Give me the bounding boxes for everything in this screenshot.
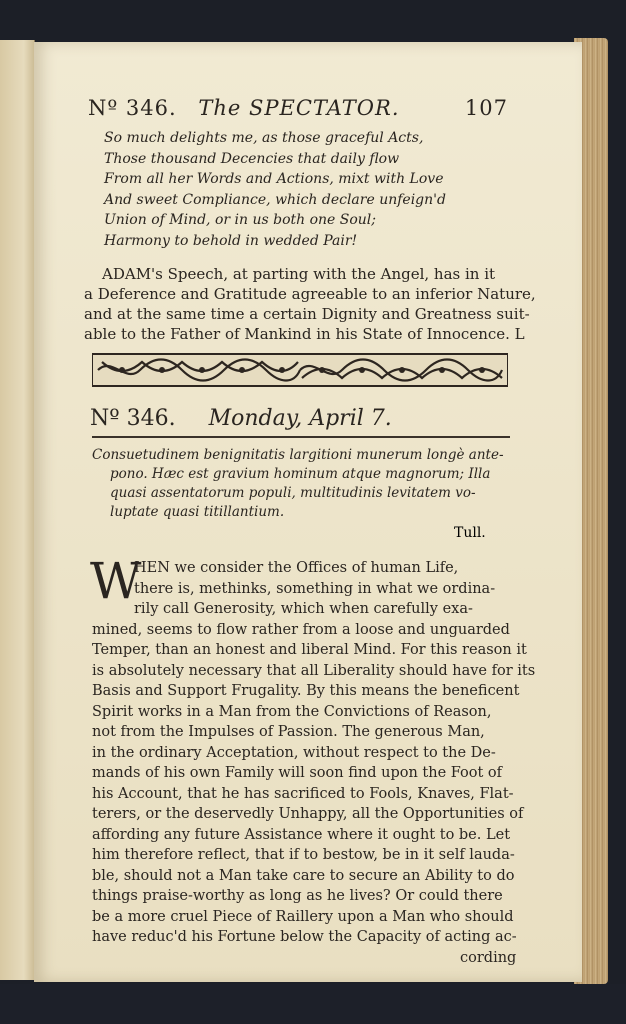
body-line: mands of his own Family will soon find upon the Foot of [92, 765, 503, 781]
paragraph-line: able to the Father of Mankind in his State of Innocence. L [84, 325, 525, 343]
paragraph-line: a Deference and Gratitude agreeable to an inferior Nature, [84, 285, 536, 303]
scan-bottom-margin [0, 984, 626, 1024]
motto-line: pono. Hæc est gravium hominum atque magnorum; Illa [110, 466, 491, 482]
body-line: have reduc'd his Fortune below the Capacity of acting ac- [92, 929, 517, 945]
body-line: Basis and Support Frugality. By this means the beneficent [92, 683, 520, 699]
body-line: ble, should not a Man take care to secure an Ability to do [92, 867, 515, 884]
header-title: The SPECTATOR. [198, 96, 400, 120]
heading-rule [92, 436, 510, 438]
verse-line: So much delights me, as those graceful Acts, [104, 130, 424, 146]
verse-line: From all her Words and Actions, mixt with Love [104, 171, 444, 187]
verse-line: Union of Mind, or in us both one Soul; [104, 212, 377, 228]
issue-heading [90, 406, 510, 431]
body-line: Spirit works in a Man from the Convictions of Reason, [92, 703, 492, 720]
header-number: Nº 346. [88, 96, 177, 120]
verse-line: And sweet Compliance, which declare unfeign'd [104, 191, 446, 208]
motto-line: Consuetudinem benignitatis largitioni munerum longè ante- [92, 447, 504, 463]
body-line: HEN we consider the Offices of human Life, [134, 560, 459, 576]
paragraph-line: and at the same time a certain Dignity and Greatness suit- [84, 305, 530, 323]
facing-page-edge [0, 40, 35, 980]
body-line: there is, methinks, something in what we ordina- [134, 580, 496, 597]
body-line: affording any future Assistance where it ought to be. Let [92, 826, 511, 843]
body-line: his Account, that he has sacrificed to Fools, Knaves, Flat- [92, 785, 514, 802]
body-line: him therefore reflect, that if to bestow, be in it self lauda- [92, 847, 515, 863]
catchword: cording [460, 949, 517, 966]
motto-line: quasi assentatorum populi, multitudinis levitatem vo- [110, 485, 476, 501]
body-line: terers, or the deservedly Unhappy, all the Opportunities of [92, 806, 524, 822]
page-number: 107 [464, 96, 508, 120]
decorative-ornament-band [92, 350, 508, 390]
body-line: mined, seems to flow rather from a loose and unguarded [92, 621, 510, 638]
verse-line: Harmony to behold in wedded Pair! [104, 232, 358, 249]
body-line: be a more cruel Piece of Raillery upon a Man who should [92, 908, 514, 925]
body-line: not from the Impulses of Passion. The generous Man, [92, 724, 485, 740]
body-line: things praise-worthy as long as he lives? Or could there [92, 888, 503, 904]
issue-date: Monday, April 7. [208, 406, 392, 431]
issue-number: Nº 346. [90, 406, 176, 431]
verse-line: Those thousand Decencies that daily flow [104, 150, 400, 167]
body-line: is absolutely necessary that all Liberality should have for its [92, 662, 536, 679]
motto-line: luptate quasi titillantium. [110, 504, 285, 520]
body-line: Temper, than an honest and liberal Mind. For this reason it [92, 642, 527, 658]
motto-author: Tull. [454, 525, 486, 541]
paragraph-line: ADAM's Speech, at parting with the Angel, has in it [102, 265, 496, 283]
body-line: in the ordinary Acceptation, without respect to the De- [92, 744, 496, 761]
drop-cap: W [90, 552, 142, 610]
body-line: rily call Generosity, which when carefully exa- [134, 601, 473, 617]
running-header [88, 96, 508, 120]
